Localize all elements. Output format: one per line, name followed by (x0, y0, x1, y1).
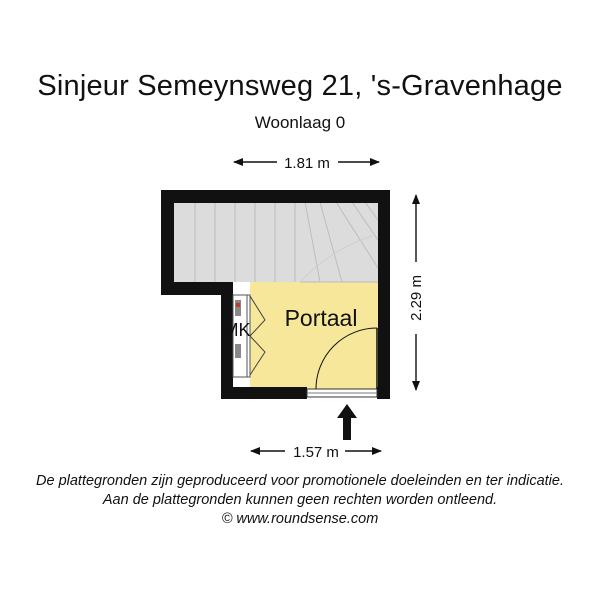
entrance-arrow-icon (337, 404, 357, 440)
dimension-bottom (251, 444, 381, 461)
dimension-right (408, 195, 425, 390)
dimension-top-label: 1.81 m (284, 155, 330, 172)
copyright-line: © www.roundsense.com (221, 511, 379, 527)
dimension-right-label: 2.29 m (408, 275, 425, 321)
disclaimer-line-1: De plattegronden zijn geproduceerd voor promotionele doeleinden en ter indicatie. (36, 473, 564, 489)
disclaimer-line-2: Aan de plattegronden kunnen geen rechten worden ontleend. (102, 492, 498, 508)
portaal-floor (250, 282, 378, 389)
disclaimer (0, 472, 600, 529)
floor-level-label: Woonlaag 0 (254, 113, 346, 132)
page-title: Sinjeur Semeynsweg 21, 's-Gravenhage (37, 70, 563, 102)
meter-cupboard-label: MK (223, 320, 251, 340)
room-label-portaal: Portaal (284, 305, 358, 331)
staircase (174, 202, 378, 282)
dimension-bottom-label: 1.57 m (293, 444, 339, 461)
dimension-top (234, 155, 379, 172)
